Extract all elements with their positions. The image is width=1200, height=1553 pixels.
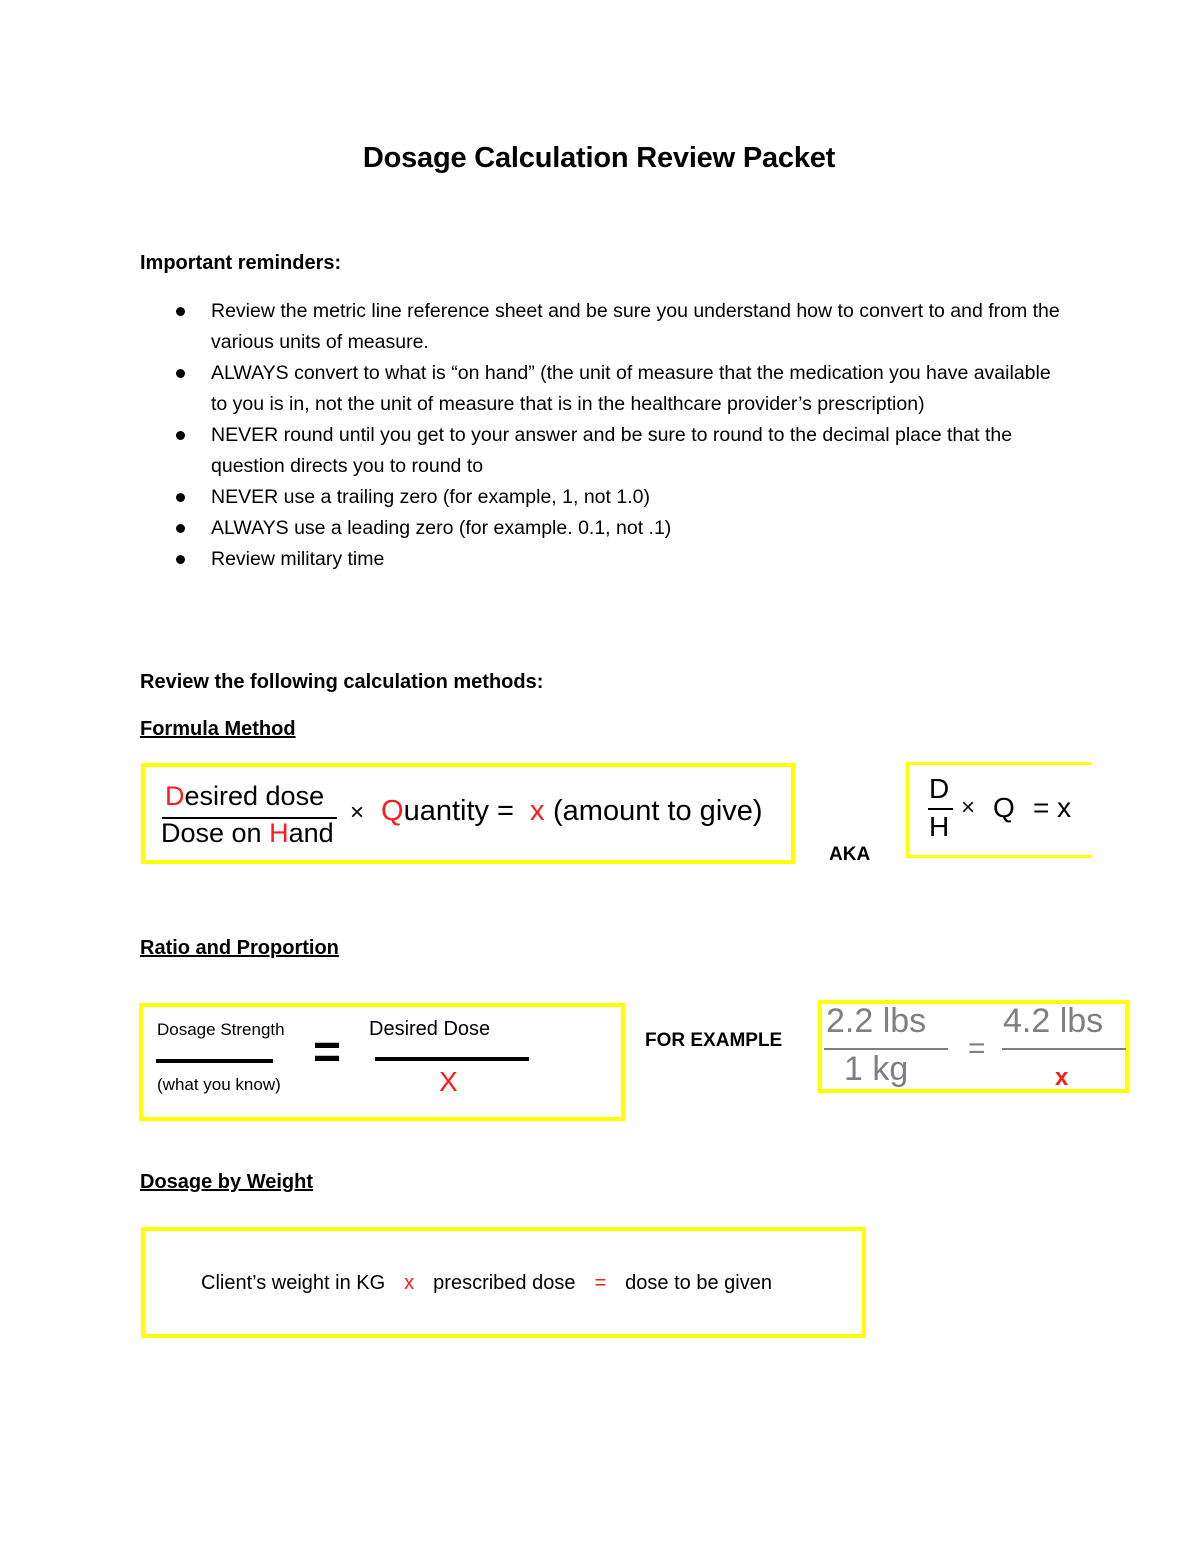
weight-client-weight: Client’s weight in KG (201, 1272, 386, 1294)
example-equals: = (968, 1032, 986, 1065)
formula-denominator (161, 818, 334, 849)
example-bar-2 (1002, 1048, 1126, 1050)
dosage-by-weight-heading: Dosage by Weight (140, 1171, 313, 1193)
short-formula-numerator: D (929, 773, 950, 804)
formula-numerator (165, 781, 324, 812)
formula-denominator-rest: and (288, 818, 334, 848)
formula-denominator-h: H (269, 818, 289, 848)
ratio-unknown-x: X (439, 1066, 458, 1097)
aka-label: AKA (829, 844, 871, 865)
example-unknown-x: x (1055, 1064, 1069, 1091)
dosage-strength-label: Dosage Strength (157, 1020, 285, 1039)
formula-quantity-rest: uantity = (403, 795, 514, 827)
list-item: NEVER use a trailing zero (for example, 1, not 1.0) (140, 482, 1060, 513)
short-formula-times: × (961, 794, 976, 821)
short-formula-denominator: H (929, 811, 950, 842)
for-example-label: FOR EXAMPLE (645, 1030, 783, 1051)
short-formula-box (906, 762, 1091, 858)
formula-numerator-d: D (165, 781, 185, 811)
weight-box (141, 1227, 866, 1338)
formula-x: x (530, 795, 545, 827)
weight-dose-given: dose to be given (625, 1272, 772, 1294)
formula-times-sign: × (350, 799, 365, 826)
weight-formula (201, 1272, 772, 1295)
weight-times: x (404, 1272, 415, 1294)
ratio-right-bar (375, 1057, 529, 1061)
weight-equals: = (594, 1272, 607, 1294)
short-formula-equals-x: = x (1033, 792, 1072, 823)
formula-quantity (381, 795, 514, 828)
example-numerator-2: 4.2 lbs (1003, 1002, 1104, 1040)
page-title: Dosage Calculation Review Packet (362, 142, 836, 174)
what-you-know-label: (what you know) (157, 1075, 281, 1094)
formula-box (141, 763, 795, 864)
short-formula-bar (928, 808, 953, 810)
weight-prescribed-dose: prescribed dose (433, 1272, 576, 1294)
formula-numerator-rest: esired dose (184, 781, 325, 811)
reminders-heading: Important reminders: (140, 252, 342, 274)
short-formula-q: Q (993, 792, 1015, 823)
formula-method-heading: Formula Method (140, 718, 296, 740)
list-item: Review the metric line reference sheet and be sure you understand how to convert to and from the various units of measure. (140, 296, 1060, 358)
example-numerator-1: 2.2 lbs (826, 1002, 927, 1040)
ratio-box (139, 1003, 625, 1121)
formula-amount-to-give: (amount to give) (553, 795, 763, 827)
methods-heading: Review the following calculation methods: (140, 671, 544, 693)
ratio-equals: = (313, 1026, 342, 1079)
list-item: ALWAYS convert to what is “on hand” (the unit of measure that the medication you have available to you is in, not the unit of measure that is in the healthcare provider’s prescription) (140, 358, 1060, 420)
formula-quantity-q: Q (381, 795, 404, 827)
formula-denominator-start: Dose on (161, 818, 270, 848)
ratio-left-bar (156, 1059, 273, 1063)
list-item: Review military time (140, 544, 1060, 575)
list-item: NEVER round until you get to your answer and be sure to round to the decimal place that the question directs you to round to (140, 420, 1060, 482)
ratio-proportion-heading: Ratio and Proportion (140, 937, 339, 959)
desired-dose-label: Desired Dose (369, 1018, 491, 1040)
list-item: ALWAYS use a leading zero (for example. 0.1, not .1) (140, 513, 1060, 544)
example-box (818, 1000, 1129, 1093)
reminders-list (140, 296, 1060, 575)
example-denominator-1: 1 kg (844, 1050, 909, 1088)
